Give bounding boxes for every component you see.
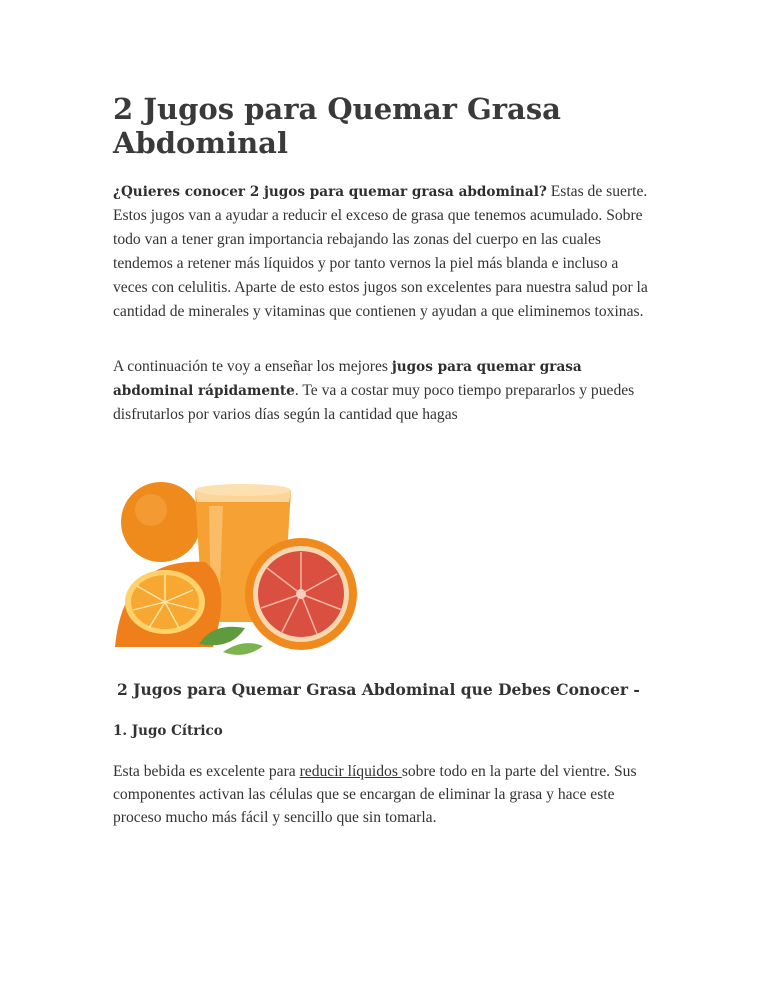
second-paragraph <box>113 355 648 427</box>
citrus-juice-image <box>113 462 361 662</box>
intro-text: Estas de suerte. Estos jugos van a ayudar a reducir el exceso de grasa que tenemos acumulado. Sobre todo van a tener gran importancia rebajando las zonas del cuerpo en las cuales tendemos a retener más líquidos y por tanto vernos la piel más blanda e incluso a veces con celulitis. Aparte de esto estos jugos son excelentes para nuestra salud por la cantidad de minerales y vitaminas que contienen y ayudan a que eliminemos toxinas. <box>113 183 648 320</box>
reducir-liquidos-link[interactable]: reducir líquidos <box>299 763 402 780</box>
second-paragraph-bold: jugos para quemar grasa abdominal rápidamente <box>113 359 582 399</box>
subheading-jugo-citrico: 1. Jugo Cítrico <box>113 723 223 739</box>
section-heading: 2 Jugos para Quemar Grasa Abdominal que Debes Conocer - <box>117 680 640 699</box>
second-paragraph-start: A continuación te voy a enseñar los mejores <box>113 358 392 375</box>
intro-lead-bold: ¿Quieres conocer 2 jugos para quemar grasa abdominal? <box>113 184 547 200</box>
third-paragraph <box>113 760 653 829</box>
second-paragraph-end: . Te va a costar muy poco tiempo prepararlos y puedes disfrutarlos por varios días según la cantidad que hagas <box>113 382 635 423</box>
third-paragraph-start: Esta bebida es excelente para <box>113 763 300 780</box>
third-paragraph-end: sobre todo en la parte del vientre. Sus componentes activan las células que se encargan de eliminar la grasa y hace este proceso mucho más fácil y sencillo que sin tomarla. <box>113 763 637 826</box>
intro-paragraph <box>113 180 648 324</box>
article-title: 2 Jugos para Quemar Grasa Abdominal <box>113 92 561 160</box>
